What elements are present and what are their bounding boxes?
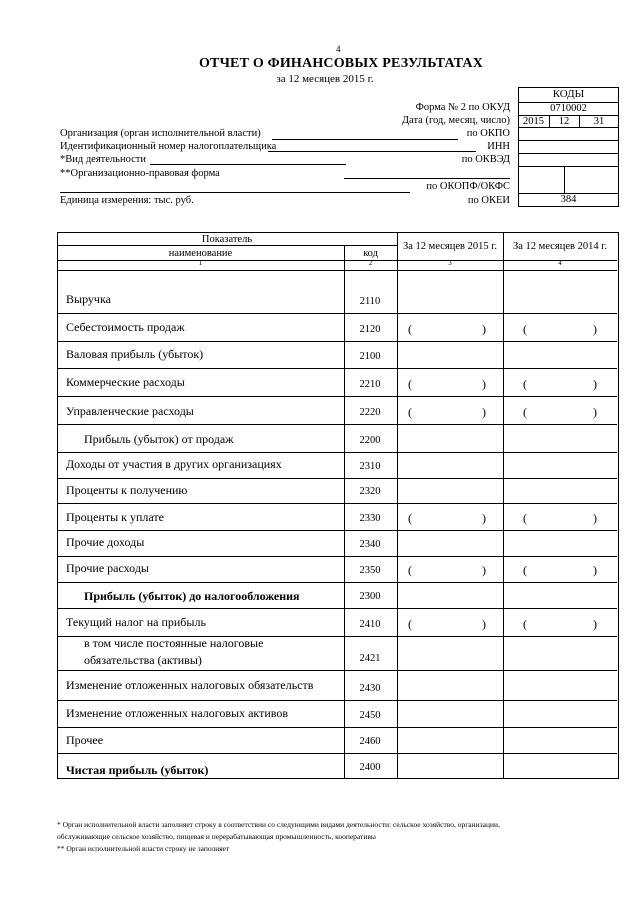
row-name-2210: Коммерческие расходы	[66, 375, 185, 389]
row-code-2120: 2120	[359, 324, 381, 335]
col-num-4: 4	[558, 259, 562, 267]
row-name-2220: Управленческие расходы	[66, 404, 194, 418]
legal-form-line-2	[60, 192, 410, 193]
paren-open-2015-2330: (	[408, 511, 412, 525]
header-name: наименование	[168, 248, 233, 259]
paren-close-2015-2350: )	[482, 563, 486, 577]
row-name-2421: в том числе постоянные налоговые	[84, 636, 264, 650]
row-code-2300: 2300	[359, 591, 381, 602]
date-day: 31	[593, 116, 605, 127]
row-code-2310: 2310	[359, 461, 381, 472]
paren-close-2014-2330: )	[593, 511, 597, 525]
value-2014-2110[interactable]	[504, 270, 616, 313]
inn-field-line	[268, 151, 476, 152]
row-name-2110: Выручка	[66, 292, 111, 306]
paren-open-2014-2210: (	[523, 377, 527, 391]
row-name-2320: Проценты к получению	[66, 483, 188, 497]
paren-close-2014-2210: )	[593, 377, 597, 391]
value-2014-2340[interactable]	[504, 530, 616, 556]
date-year: 2015	[523, 116, 544, 127]
header-2014: За 12 месяцев 2014 г.	[513, 241, 607, 252]
row-code-2110: 2110	[359, 296, 381, 307]
row-code-2410: 2410	[359, 619, 381, 630]
value-2014-2120[interactable]	[504, 313, 616, 341]
row-code-2350: 2350	[359, 565, 381, 576]
paren-open-2014-2220: (	[523, 405, 527, 419]
paren-open-2014-2120: (	[523, 322, 527, 336]
row-name-2300: Прибыль (убыток) до налогообложения	[84, 589, 300, 603]
row-name-2460: Прочее	[66, 733, 104, 747]
okei-label: по ОКЕИ	[467, 195, 510, 206]
header-indicator: Показатель	[201, 234, 253, 245]
value-2014-2330[interactable]	[504, 503, 616, 530]
legal-form-line-1	[344, 178, 510, 179]
paren-open-2015-2350: (	[408, 563, 412, 577]
okopf-label: по ОКОПФ/ОКФС	[426, 181, 510, 192]
paren-close-2014-2350: )	[593, 563, 597, 577]
activity-label: *Вид деятельности	[60, 154, 146, 165]
col-num-2: 2	[368, 259, 373, 267]
value-2015-2460[interactable]	[398, 727, 502, 753]
paren-close-2015-2210: )	[482, 377, 486, 391]
value-2014-2350[interactable]	[504, 556, 616, 582]
value-2015-2300[interactable]	[398, 582, 502, 608]
value-2015-2320[interactable]	[398, 478, 502, 503]
header-code: код	[363, 248, 378, 259]
row-code-2200: 2200	[359, 435, 381, 446]
paren-close-2014-2220: )	[593, 405, 597, 419]
row-code-2450: 2450	[359, 710, 381, 721]
legal-form-label: **Организационно-правовая форма	[60, 168, 220, 179]
okud-code: 0710002	[550, 103, 587, 114]
value-2014-2400[interactable]	[504, 753, 616, 779]
paren-open-2015-2210: (	[408, 377, 412, 391]
value-2015-2430[interactable]	[398, 670, 502, 700]
row-name-2350: Прочие расходы	[66, 561, 149, 575]
activity-field-line	[150, 164, 346, 165]
row-name-2310: Доходы от участия в других организациях	[66, 457, 282, 471]
page-number: 4	[336, 44, 341, 54]
row-name-2450: Изменение отложенных налоговых активов	[66, 706, 289, 720]
value-2015-2330[interactable]	[398, 503, 502, 530]
header-2015: За 12 месяцев 2015 г.	[403, 241, 497, 252]
footnote-1-line-2: обслуживающие сельское хозяйство, пищевая и перерабатывающая промышленность, кооперативы	[57, 832, 376, 841]
row-name-2200: Прибыль (убыток) от продаж	[84, 432, 234, 446]
page-title: ОТЧЕТ О ФИНАНСОВЫХ РЕЗУЛЬТАТАХ	[198, 56, 484, 71]
value-2015-2200[interactable]	[398, 424, 502, 452]
row-name-2330: Проценты к уплате	[66, 510, 164, 524]
value-2014-2450[interactable]	[504, 700, 616, 727]
value-2014-2460[interactable]	[504, 727, 616, 753]
org-field-line	[272, 139, 458, 140]
col-num-1: 1	[198, 259, 203, 267]
row-name-2410: Текущий налог на прибыль	[66, 615, 206, 629]
row-name-line2-2421: обязательства (активы)	[84, 653, 202, 667]
row-code-2100: 2100	[359, 351, 381, 362]
unit-label: Единица измерения: тыс. руб.	[60, 195, 194, 206]
paren-close-2014-2410: )	[593, 617, 597, 631]
paren-close-2015-2330: )	[482, 511, 486, 525]
row-code-2421: 2421	[359, 653, 381, 664]
row-code-2210: 2210	[359, 379, 381, 390]
value-2014-2320[interactable]	[504, 478, 616, 503]
value-2014-2210[interactable]	[504, 368, 616, 396]
value-2015-2210[interactable]	[398, 368, 502, 396]
org-label: Организация (орган исполнительной власти)	[60, 128, 261, 139]
row-code-2460: 2460	[359, 736, 381, 747]
okved-label: по ОКВЭД	[461, 154, 510, 165]
row-name-2430: Изменение отложенных налоговых обязательств	[66, 678, 314, 692]
paren-close-2015-2120: )	[482, 322, 486, 336]
value-2015-2310[interactable]	[398, 452, 502, 478]
footnote-1-line-1: * Орган исполнительной власти заполняет строку в соответствии со следующими видами деятельности: сельское хозяйство, организации,	[57, 820, 500, 829]
row-code-2340: 2340	[359, 539, 381, 550]
value-2014-2410[interactable]	[504, 608, 616, 636]
paren-open-2014-2350: (	[523, 563, 527, 577]
value-2014-2310[interactable]	[504, 452, 616, 478]
paren-close-2015-2410: )	[482, 617, 486, 631]
date-month: 12	[558, 116, 570, 127]
value-2014-2300[interactable]	[504, 582, 616, 608]
value-2015-2400[interactable]	[398, 753, 502, 779]
col-num-3: 3	[448, 259, 452, 267]
okpo-label: по ОКПО	[466, 128, 510, 139]
value-2015-2450[interactable]	[398, 700, 502, 727]
paren-close-2014-2120: )	[593, 322, 597, 336]
value-2014-2100[interactable]	[504, 341, 616, 368]
value-2015-2100[interactable]	[398, 341, 502, 368]
row-code-2320: 2320	[359, 486, 381, 497]
value-2015-2120[interactable]	[398, 313, 502, 341]
value-2014-2200[interactable]	[504, 424, 616, 452]
value-2014-2220[interactable]	[504, 396, 616, 424]
inn-field-label: Идентификационный номер налогоплательщика	[60, 141, 277, 152]
value-2014-2430[interactable]	[504, 670, 616, 700]
value-2015-2340[interactable]	[398, 530, 502, 556]
okei-code: 384	[560, 194, 577, 205]
row-name-2120: Себестоимость продаж	[66, 320, 185, 334]
row-code-2400: 2400	[359, 762, 381, 773]
okud-label: Форма № 2 по ОКУД	[415, 102, 510, 113]
row-code-2430: 2430	[359, 683, 381, 694]
codes-header: КОДЫ	[552, 88, 585, 100]
paren-open-2015-2410: (	[408, 617, 412, 631]
row-name-2340: Прочие доходы	[66, 535, 145, 549]
footnote-2: ** Орган исполнительной власти строку не заполняет	[57, 844, 230, 853]
value-2015-2220[interactable]	[398, 396, 502, 424]
paren-open-2014-2410: (	[523, 617, 527, 631]
value-2014-2421[interactable]	[504, 636, 616, 670]
value-2015-2350[interactable]	[398, 556, 502, 582]
report-period: за 12 месяцев 2015 г.	[276, 73, 374, 85]
paren-open-2015-2220: (	[408, 405, 412, 419]
value-2015-2410[interactable]	[398, 608, 502, 636]
row-code-2220: 2220	[359, 407, 381, 418]
paren-open-2015-2120: (	[408, 322, 412, 336]
row-name-2100: Валовая прибыль (убыток)	[66, 347, 204, 361]
paren-close-2015-2220: )	[482, 405, 486, 419]
inn-label: ИНН	[487, 141, 510, 152]
date-label: Дата (год, месяц, число)	[401, 115, 510, 126]
row-name-2400: Чистая прибыль (убыток)	[66, 763, 209, 777]
value-2015-2421[interactable]	[398, 636, 502, 670]
paren-open-2014-2330: (	[523, 511, 527, 525]
value-2015-2110[interactable]	[398, 270, 502, 313]
row-code-2330: 2330	[359, 513, 381, 524]
